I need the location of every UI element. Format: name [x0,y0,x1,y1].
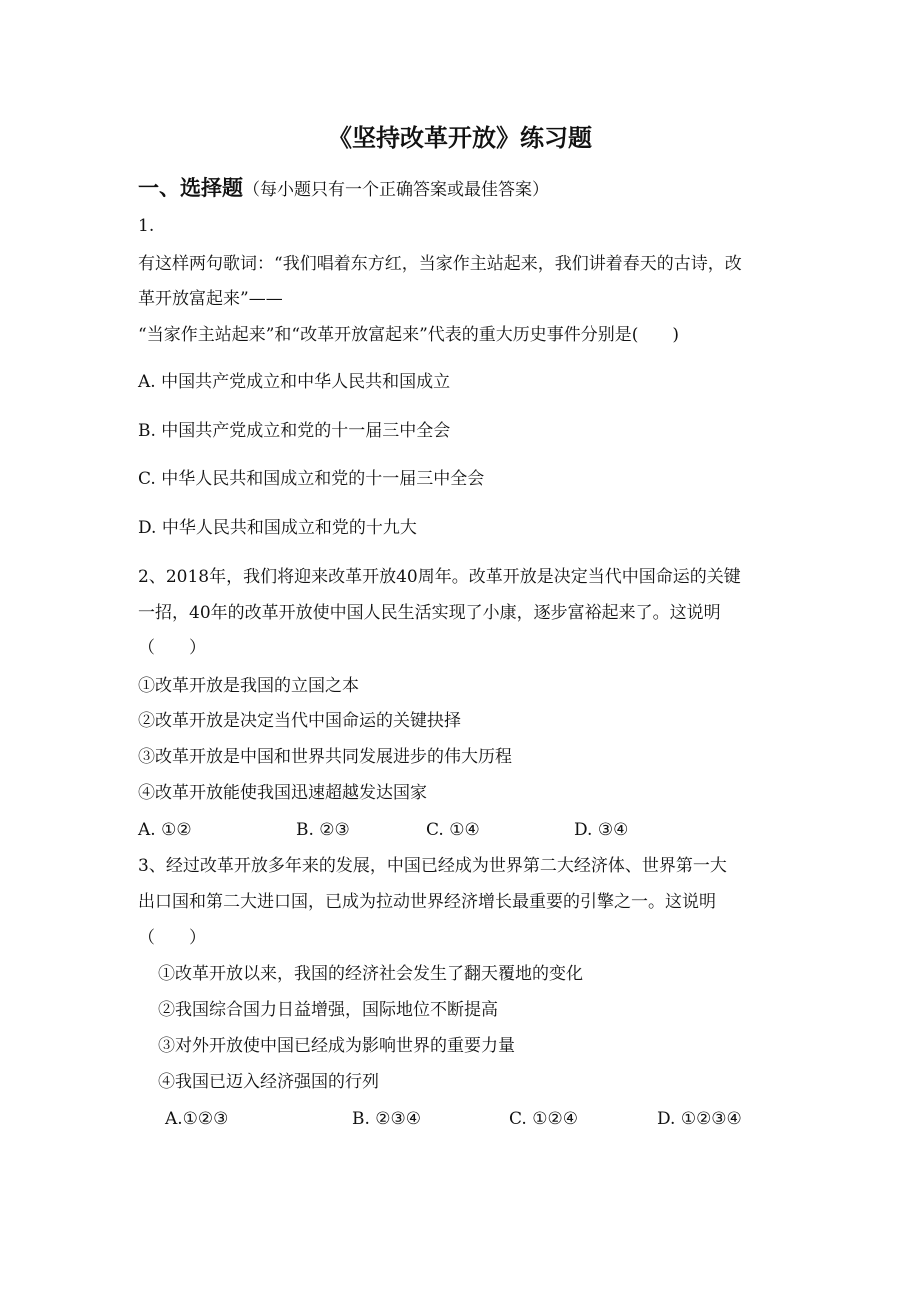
q1-stem-line-3: “当家作主站起来”和“改革开放富起来”代表的重大历史事件分别是( ) [138,325,680,345]
q1-number: 1. [138,216,155,236]
q1-option-a: A. 中国共产党成立和中华人民共和国成立 [138,372,451,392]
q2-item-4: ④改革开放能使我国迅速超越发达国家 [138,783,427,803]
q3-stem-line-1: 3、经过改革开放多年来的发展，中国已经成为世界第二大经济体、世界第一大 [138,856,727,876]
q3-option-b: B. ②③④ [352,1109,422,1129]
q3-stem-line-3: （ ） [138,928,206,948]
section-heading-main: 一、选择题 [138,176,243,200]
q2-item-2: ②改革开放是决定当代中国命运的关键抉择 [138,711,461,731]
q3-option-c: C. ①②④ [509,1109,578,1129]
q3-option-a: A.①②③ [165,1109,229,1129]
q2-item-3: ③改革开放是中国和世界共同发展进步的伟大历程 [138,747,512,767]
q3-item-3: ③对外开放使中国已经成为影响世界的重要力量 [158,1036,515,1056]
q2-stem-line-2: 一招，40年的改革开放使中国人民生活实现了小康，逐步富裕起来了。这说明 [138,603,721,623]
q3-item-2: ②我国综合国力日益增强，国际地位不断提高 [158,1000,498,1020]
q2-stem-line-1: 2、2018年，我们将迎来改革开放40周年。改革开放是决定当代中国命运的关键 [138,567,741,587]
q1-stem-line-2: 革开放富起来”—— [138,289,283,309]
q2-option-c: C. ①④ [426,820,480,840]
q3-item-4: ④我国已迈入经济强国的行列 [158,1072,379,1092]
q3-stem-line-2: 出口国和第二大进口国，已成为拉动世界经济增长最重要的引擎之一。这说明 [138,892,716,912]
q2-item-1: ①改革开放是我国的立国之本 [138,676,359,696]
q1-option-b: B. 中国共产党成立和党的十一届三中全会 [138,421,451,441]
section-heading [138,172,549,202]
section-heading-note: （每小题只有一个正确答案或最佳答案） [243,180,549,200]
q2-option-a: A. ①② [138,820,192,840]
q3-item-1: ①改革开放以来，我国的经济社会发生了翻天覆地的变化 [158,964,583,984]
page-title: 《坚持改革开放》练习题 [328,124,592,152]
q2-option-b: B. ②③ [296,820,350,840]
q2-stem-line-3: （ ） [138,638,206,658]
q1-option-c: C. 中华人民共和国成立和党的十一届三中全会 [138,469,485,489]
q1-stem-line-1: 有这样两句歌词：“我们唱着东方红，当家作主站起来，我们讲着春天的古诗，改 [138,254,742,274]
q1-option-d: D. 中华人民共和国成立和党的十九大 [138,518,417,538]
q2-option-d: D. ③④ [574,820,629,840]
q3-option-d: D. ①②③④ [657,1109,742,1129]
